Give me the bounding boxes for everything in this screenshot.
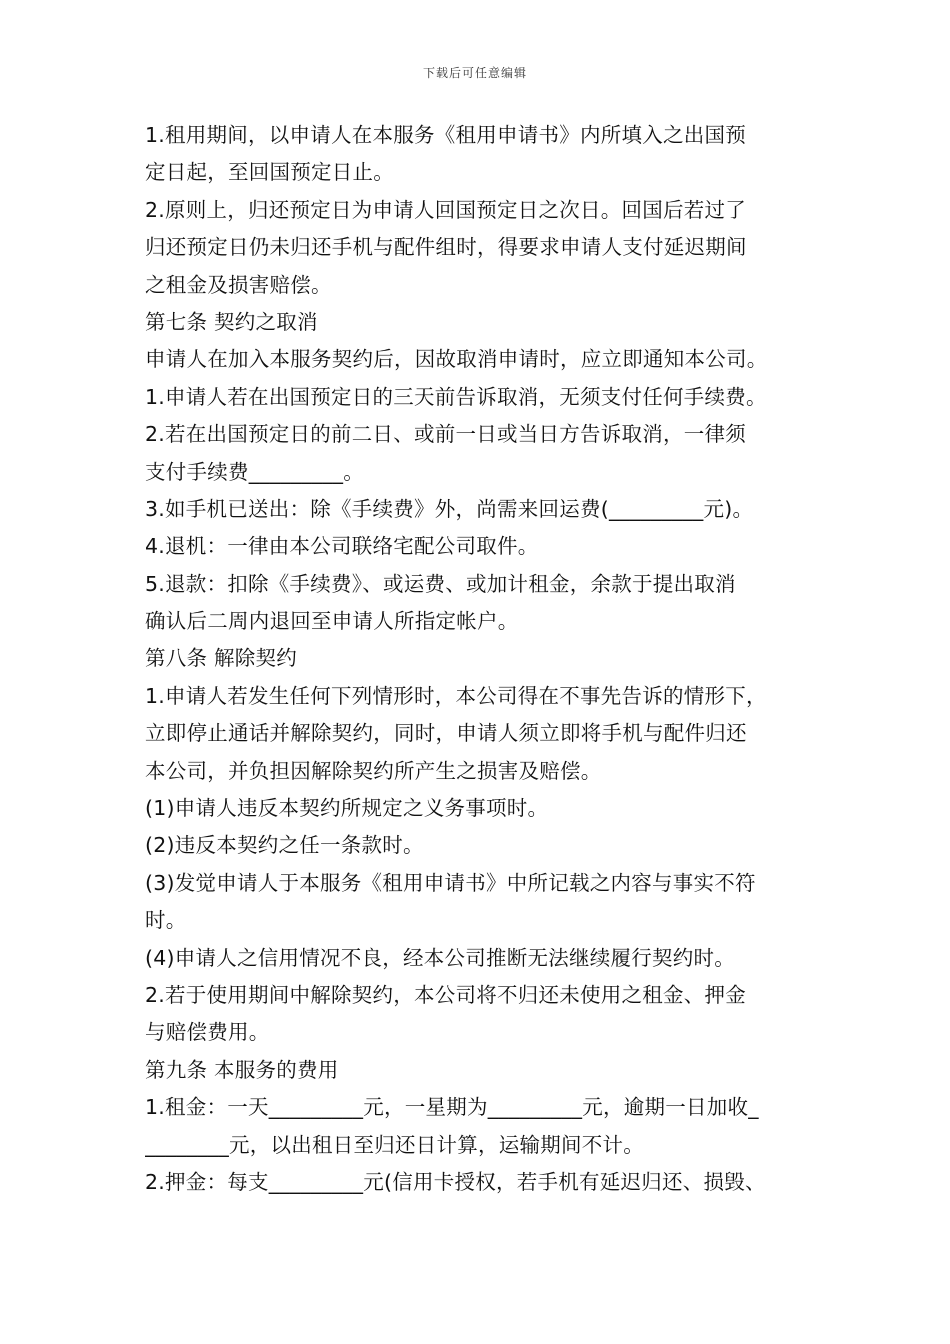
text-line: 5.退款：扣除《手续费》、或运费、或加计租金，余款于提出取消 — [145, 571, 736, 596]
text-line: 2.原则上，归还预定日为申请人回国预定日之次日。回国后若过了 — [145, 197, 747, 222]
text-line: 2.押金：每支_________元(信用卡授权，若手机有延迟归还、损毁、 — [145, 1169, 766, 1194]
text-line: 2.若在出国预定日的前二日、或前一日或当日方告诉取消，一律须 — [145, 422, 747, 447]
text-line: 确认后二周内退回至申请人所指定帐户。 — [145, 609, 519, 634]
text-line: (3)发觉申请人于本服务《租用申请书》中所记载之内容与事实不符 — [145, 870, 756, 895]
text-line: 4.退机：一律由本公司联络宅配公司取件。 — [145, 534, 539, 559]
text-line: 归还预定日仍未归还手机与配件组时，得要求申请人支付延迟期间 — [145, 235, 747, 260]
text-line: 2.若于使用期间中解除契约，本公司将不归还未使用之租金、押金 — [145, 982, 747, 1007]
section-heading: 第七条 契约之取消 — [145, 309, 318, 334]
text-line: 申请人在加入本服务契约后，因故取消申请时，应立即通知本公司。 — [145, 347, 768, 372]
text-line: 之租金及损害赔偿。 — [145, 272, 332, 297]
text-line: 定日起，至回国预定日止。 — [145, 160, 394, 185]
text-line: 1.租用期间，以申请人在本服务《租用申请书》内所填入之出国预 — [145, 123, 747, 147]
text-line: 1.租金：一天_________元，一星期为_________元，逾期一日加收_ — [145, 1095, 759, 1120]
text-line: 1.申请人若在出国预定日的三天前告诉取消，无须支付任何手续费。 — [145, 384, 767, 409]
section-heading: 第八条 解除契约 — [145, 646, 298, 671]
section-heading: 第九条 本服务的费用 — [145, 1057, 339, 1082]
text-line: 时。 — [145, 908, 187, 933]
text-line: 本公司，并负担因解除契约所产生之损害及赔偿。 — [145, 758, 602, 783]
document-body — [145, 117, 810, 1201]
text-line: (1)申请人违反本契约所规定之义务事项时。 — [145, 796, 549, 821]
text-line: (2)违反本契约之任一条款时。 — [145, 833, 424, 858]
text-line: 3.如手机已送出：除《手续费》外，尚需来回运费(_________元)。 — [145, 496, 754, 521]
text-line: 与赔偿费用。 — [145, 1020, 270, 1045]
text-line: 支付手续费_________。 — [145, 459, 364, 484]
page-header-note: 下载后可任意编辑 — [422, 66, 527, 80]
text-line: ________元，以出租日至归还日计算，运输期间不计。 — [145, 1132, 644, 1157]
text-line: 立即停止通话并解除契约，同时，申请人须立即将手机与配件归还 — [145, 721, 747, 746]
text-line: (4)申请人之信用情况不良，经本公司推断无法继续履行契约时。 — [145, 945, 736, 970]
text-line: 1.申请人若发生任何下列情形时，本公司得在不事先告诉的情形下， — [145, 683, 767, 708]
